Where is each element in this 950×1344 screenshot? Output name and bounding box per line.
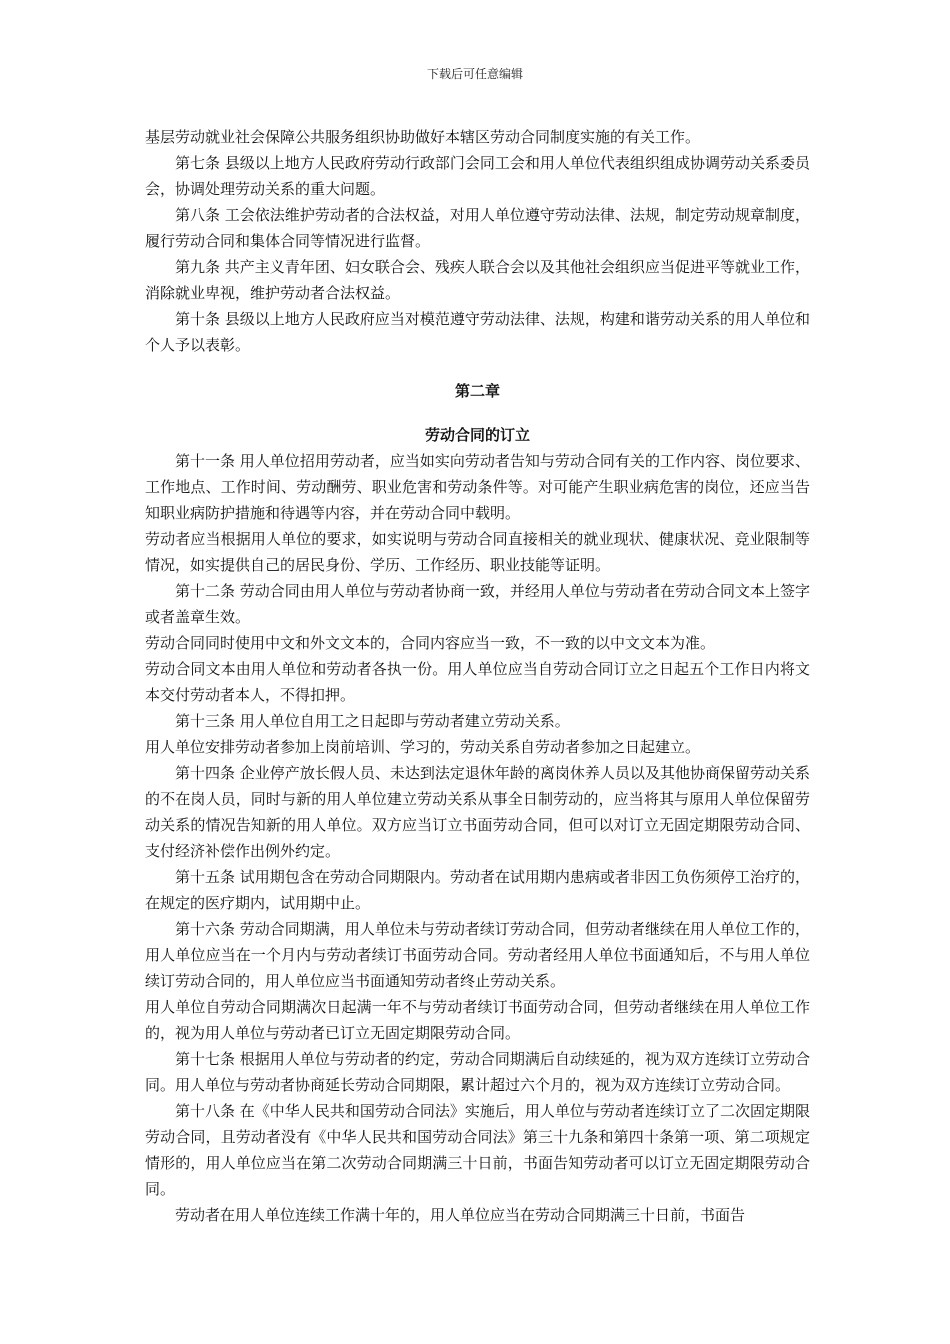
page-header: 下载后可任意编辑	[426, 67, 523, 81]
article-12: 第十二条 劳动合同由用人单位与劳动者协商一致，并经用人单位与劳动者在劳动合同文本上签字或者盖章生效。	[145, 582, 810, 626]
article-13-clause-2: 用人单位安排劳动者参加上岗前培训、学习的，劳动关系自劳动者参加之日起建立。	[145, 738, 701, 756]
chapter-heading: 第二章	[454, 382, 500, 400]
article-17: 第十七条 根据用人单位与劳动者的约定，劳动合同期满后自动续延的，视为双方连续订立劳动合同。用人单位与劳动者协商延长劳动合同期限，累计超过六个月的，视为双方连续订立劳动合同。	[145, 1050, 810, 1094]
article-16-clause-2: 用人单位自劳动合同期满次日起满一年不与劳动者续订书面劳动合同，但劳动者继续在用人单位工作的，视为用人单位与劳动者已订立无固定期限劳动合同。	[145, 998, 810, 1042]
article-8: 第八条 工会依法维护劳动者的合法权益，对用人单位遵守劳动法律、法规，制定劳动规章制度，履行劳动合同和集体合同等情况进行监督。	[145, 206, 810, 250]
article-11-clause-2: 劳动者应当根据用人单位的要求，如实说明与劳动合同直接相关的就业现状、健康状况、竞业限制等情况，如实提供自己的居民身份、学历、工作经历、职业技能等证明。	[145, 530, 810, 574]
article-16: 第十六条 劳动合同期满，用人单位未与劳动者续订劳动合同，但劳动者继续在用人单位工作的，用人单位应当在一个月内与劳动者续订书面劳动合同。劳动者经用人单位书面通知后，不与用人单位续订劳动合同的，用人单位应当书面通知劳动者终止劳动关系。	[145, 920, 810, 990]
article-12-clause-3: 劳动合同文本由用人单位和劳动者各执一份。用人单位应当自劳动合同订立之日起五个工作日内将文本交付劳动者本人，不得扣押。	[145, 660, 810, 704]
article-13: 第十三条 用人单位自用工之日起即与劳动者建立劳动关系。	[175, 712, 570, 730]
article-7: 第七条 县级以上地方人民政府劳动行政部门会同工会和用人单位代表组织组成协调劳动关系委员会，协调处理劳动关系的重大问题。	[145, 154, 810, 198]
article-14: 第十四条 企业停产放长假人员、未达到法定退休年龄的离岗休养人员以及其他协商保留劳动关系的不在岗人员，同时与新的用人单位建立劳动关系从事全日制劳动的，应当将其与原用人单位保留劳动关系的情况告知新的用人单位。双方应当订立书面劳动合同，但可以对订立无固定期限劳动合同、支付经济补偿作出例外约定。	[145, 764, 810, 860]
paragraph-continuation: 基层劳动就业社会保障公共服务组织协助做好本辖区劳动合同制度实施的有关工作。	[145, 128, 701, 146]
article-18: 第十八条 在《中华人民共和国劳动合同法》实施后，用人单位与劳动者连续订立了二次固定期限劳动合同，且劳动者没有《中华人民共和国劳动合同法》第三十九条和第四十条第一项、第二项规定情形的，用人单位应当在第二次劳动合同期满三十日前，书面告知劳动者可以订立无固定期限劳动合同。	[145, 1102, 810, 1198]
spacer	[145, 404, 810, 422]
article-12-clause-2: 劳动合同同时使用中文和外文文本的，合同内容应当一致，不一致的以中文文本为准。	[145, 634, 716, 652]
article-18-clause-2: 劳动者在用人单位连续工作满十年的，用人单位应当在劳动合同期满三十日前，书面告	[175, 1206, 746, 1224]
article-10: 第十条 县级以上地方人民政府应当对模范遵守劳动法律、法规，构建和谐劳动关系的用人单位和个人予以表彰。	[145, 310, 810, 354]
spacer	[145, 358, 810, 378]
document-body	[145, 124, 810, 1228]
article-9: 第九条 共产主义青年团、妇女联合会、残疾人联合会以及其他社会组织应当促进平等就业工作，消除就业卑视，维护劳动者合法权益。	[145, 258, 810, 302]
article-11: 第十一条 用人单位招用劳动者，应当如实向劳动者告知与劳动合同有关的工作内容、岗位要求、工作地点、工作时间、劳动酬劳、职业危害和劳动条件等。对可能产生职业病危害的岗位，还应当告知职业病防护措施和待遇等内容，并在劳动合同中载明。	[145, 452, 810, 522]
article-15: 第十五条 试用期包含在劳动合同期限内。劳动者在试用期内患病或者非因工负伤须停工治疗的，在规定的医疗期内，试用期中止。	[145, 868, 810, 912]
section-title: 劳动合同的订立	[424, 426, 530, 444]
